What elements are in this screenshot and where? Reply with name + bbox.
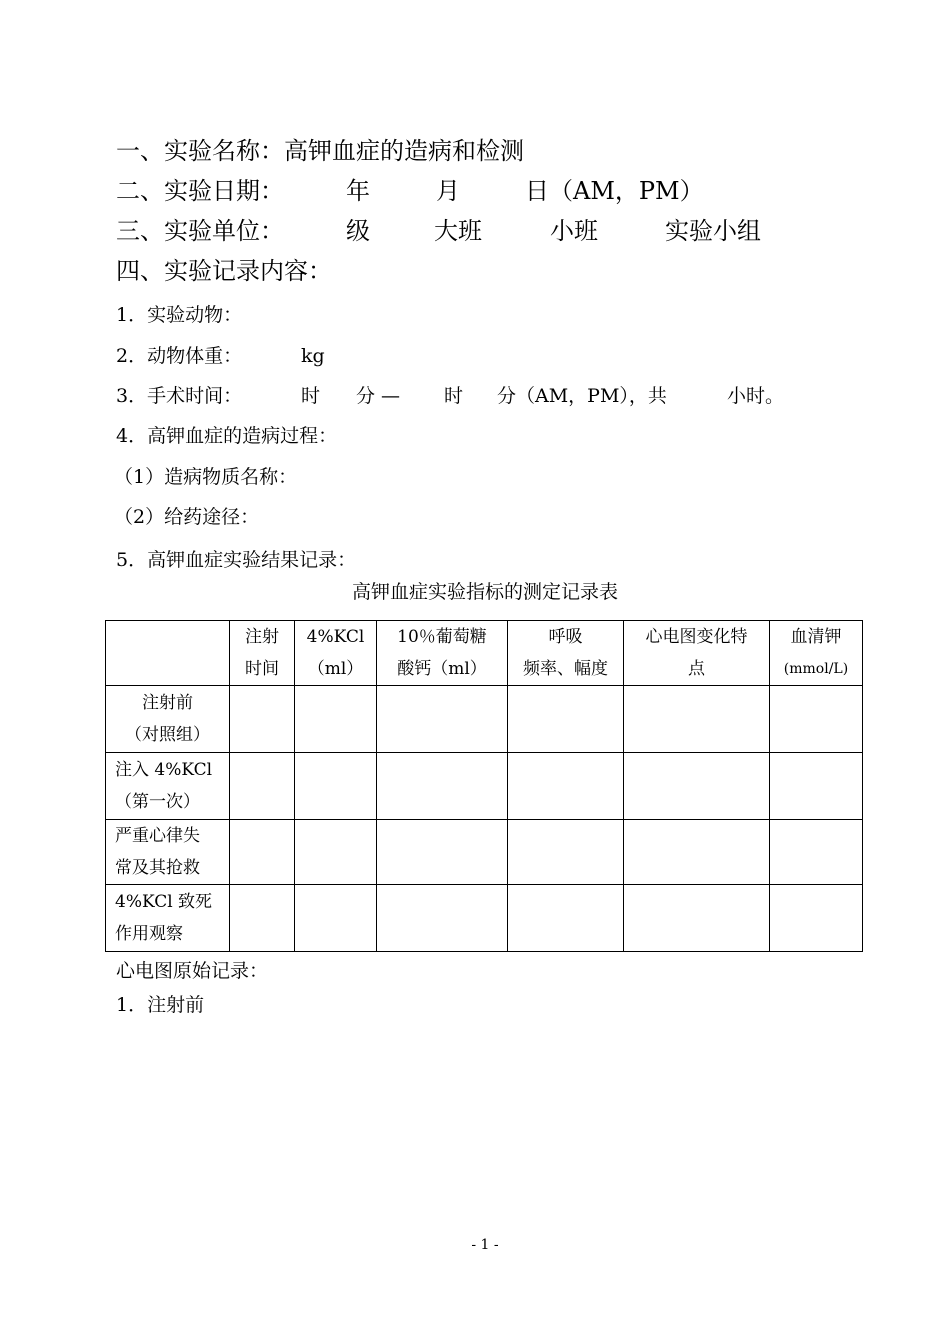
item-substance-name: （1）造病物质名称： — [114, 466, 298, 488]
item-administration-route: （2）给药途径： — [114, 506, 260, 528]
item-modeling-process: 4．高钾血症的造病过程： — [116, 425, 338, 447]
table-cell[interactable] — [295, 753, 377, 820]
table-row — [106, 753, 863, 820]
table-cell[interactable] — [624, 885, 770, 952]
heading-label: 一、实验名称： — [116, 137, 284, 165]
table-cell[interactable] — [230, 885, 295, 952]
header-respiration: 呼吸 频率、幅度 — [508, 621, 624, 686]
ecg-record-label: 心电图原始记录： — [116, 960, 269, 982]
table-cell[interactable] — [377, 820, 508, 885]
table-title: 高钾血症实验指标的测定记录表 — [351, 581, 618, 603]
table-cell[interactable] — [770, 820, 863, 885]
table-cell[interactable] — [377, 686, 508, 753]
item-animal-weight-label: 2．动物体重： — [116, 345, 243, 367]
table-cell[interactable] — [230, 820, 295, 885]
date-month-label: 月 — [436, 177, 460, 205]
unit-big-class-label: 大班 — [434, 217, 482, 245]
item-surgery-time-label: 3．手术时间： — [116, 385, 243, 407]
surgery-hour-end: 时 — [444, 385, 464, 407]
table-header-row — [106, 621, 863, 686]
header-injection-time: 注射 时间 — [230, 621, 295, 686]
table-cell[interactable] — [770, 753, 863, 820]
table-cell[interactable] — [508, 885, 624, 952]
table-cell[interactable] — [230, 753, 295, 820]
unit-small-class-label: 小班 — [550, 217, 598, 245]
ecg-item-before-injection: 1．注射前 — [116, 994, 205, 1016]
table-row — [106, 686, 863, 753]
weight-unit: kg — [301, 345, 325, 367]
unit-grade-label: 级 — [346, 217, 370, 245]
heading-experiment-name — [116, 136, 524, 166]
table-cell[interactable] — [770, 686, 863, 753]
surgery-minute-end: 分（AM，PM），共 — [497, 385, 667, 407]
surgery-total-hours: 小时。 — [727, 385, 785, 407]
table-cell[interactable] — [770, 885, 863, 952]
row-label-first-kcl: 注入 4%KCl （第一次） — [106, 753, 230, 820]
header-kcl-volume: 4%KCl （ml） — [295, 621, 377, 686]
header-blank-cell — [106, 621, 230, 686]
item-results-record: 5．高钾血症实验结果记录： — [116, 549, 357, 571]
table-cell[interactable] — [508, 820, 624, 885]
record-table — [105, 620, 863, 952]
table-cell[interactable] — [508, 686, 624, 753]
date-day-label: 日（AM，PM） — [525, 177, 704, 205]
table-row — [106, 820, 863, 885]
table-cell[interactable] — [295, 686, 377, 753]
header-ecg-changes: 心电图变化特 点 — [624, 621, 770, 686]
page-number: - 1 - — [471, 1237, 499, 1253]
surgery-minute-start: 分 — — [356, 385, 401, 407]
row-label-lethal-observation: 4%KCl 致死 作用观察 — [106, 885, 230, 952]
table-cell[interactable] — [624, 820, 770, 885]
table-cell[interactable] — [377, 885, 508, 952]
heading-record-content: 四、实验记录内容： — [116, 257, 332, 285]
header-calcium-gluconate: 10％葡萄糖 酸钙（ml） — [377, 621, 508, 686]
header-serum-potassium: 血清钾 (mmol/L) — [770, 621, 863, 686]
unit-group-label: 实验小组 — [665, 217, 761, 245]
row-label-before-injection: 注射前 （对照组） — [106, 686, 230, 753]
table-cell[interactable] — [295, 885, 377, 952]
table-cell[interactable] — [377, 753, 508, 820]
heading-experiment-unit-label: 三、实验单位： — [116, 217, 284, 245]
table-cell[interactable] — [230, 686, 295, 753]
experiment-name-value: 高钾血症的造病和检测 — [284, 137, 524, 165]
table-row — [106, 885, 863, 952]
date-year-label: 年 — [346, 177, 370, 205]
item-experiment-animal: 1．实验动物： — [116, 304, 243, 326]
table-cell[interactable] — [624, 686, 770, 753]
heading-experiment-date-label: 二、实验日期： — [116, 177, 284, 205]
row-label-arrhythmia-rescue: 严重心律失 常及其抢救 — [106, 820, 230, 885]
table-cell[interactable] — [508, 753, 624, 820]
table-cell[interactable] — [624, 753, 770, 820]
surgery-hour-start: 时 — [301, 385, 321, 407]
table-cell[interactable] — [295, 820, 377, 885]
